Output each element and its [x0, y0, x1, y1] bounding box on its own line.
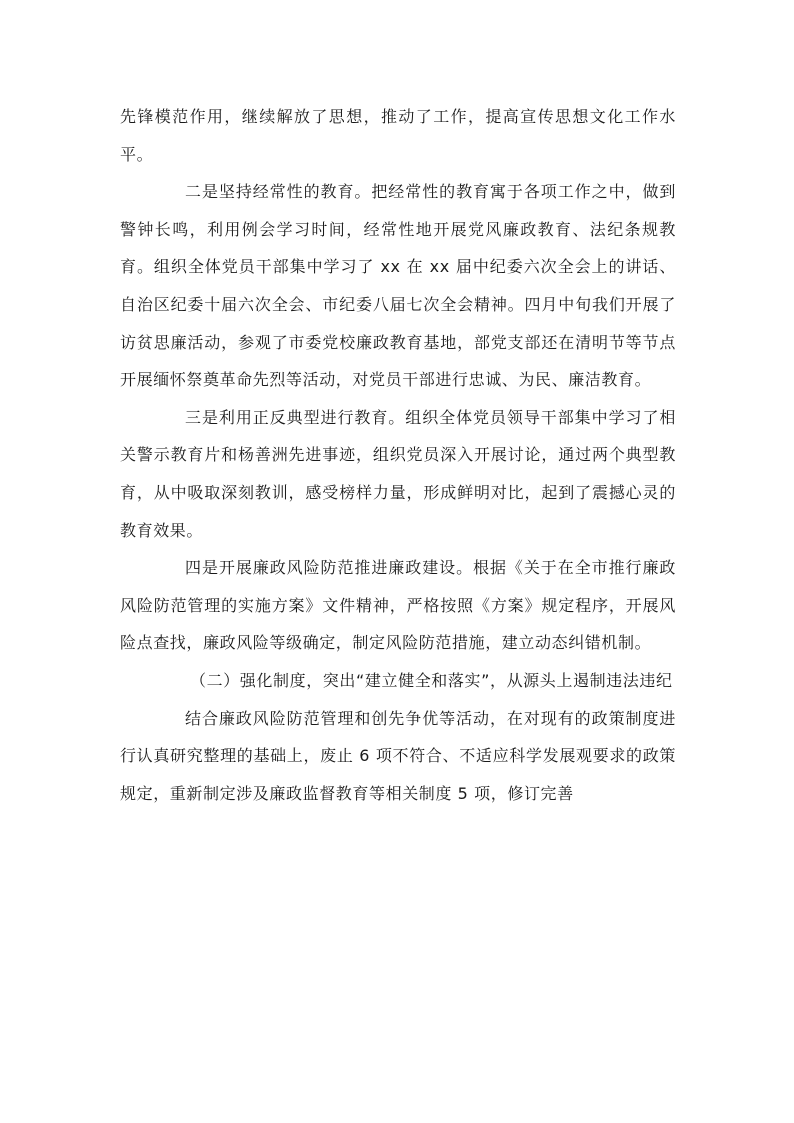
section-heading: （二）强化制度，突出“建立健全和落实”，从源头上遏制违法违纪	[190, 670, 673, 690]
document-body	[120, 98, 676, 812]
paragraph-continuation: 先锋模范作用，继续解放了思想，推动了工作，提高宣传思想文化工作水平。	[120, 107, 676, 164]
paragraph-typical-examples: 三是利用正反典型进行教育。组织全体党员领导干部集中学习了相关警示教育片和杨善洲先进事迹，组织党员深入开展讨论，通过两个典型教育，从中吸取深刻教训，感受榜样力量，形成鲜明对比，起到了震撼心灵的教育效果。	[120, 407, 676, 540]
paragraph-policy-review: 结合廉政风险防范管理和创先争优等活动，在对现有的政策制度进行认真研究整理的基础上，废止 6 项不符合、不适应科学发展观要求的政策规定，重新制定涉及廉政监督教育等相关制度 5 项，修订完善	[120, 708, 676, 803]
paragraph-risk-prevention: 四是开展廉政风险防范推进廉政建设。根据《关于在全市推行廉政风险防范管理的实施方案》文件精神，严格按照《方案》规定程序，开展风险点查找，廉政风险等级确定，制定风险防范措施，建立动态纠错机制。	[120, 558, 676, 653]
paragraph-regular-education: 二是坚持经常性的教育。把经常性的教育寓于各项工作之中，做到警钟长鸣，利用例会学习时间，经常性地开展党风廉政教育、法纪条规教育。组织全体党员干部集中学习了 xx 在 xx 届中纪委六次全会上的讲话、自治区纪委十届六次全会、市纪委八届七次全会精神。四月中旬我们开展了访贫思廉活动，参观了市委党校廉政教育基地，部党支部还在清明节等节点开展缅怀祭奠革命先烈等活动，对党员干部进行忠诚、为民、廉洁教育。	[120, 182, 676, 390]
